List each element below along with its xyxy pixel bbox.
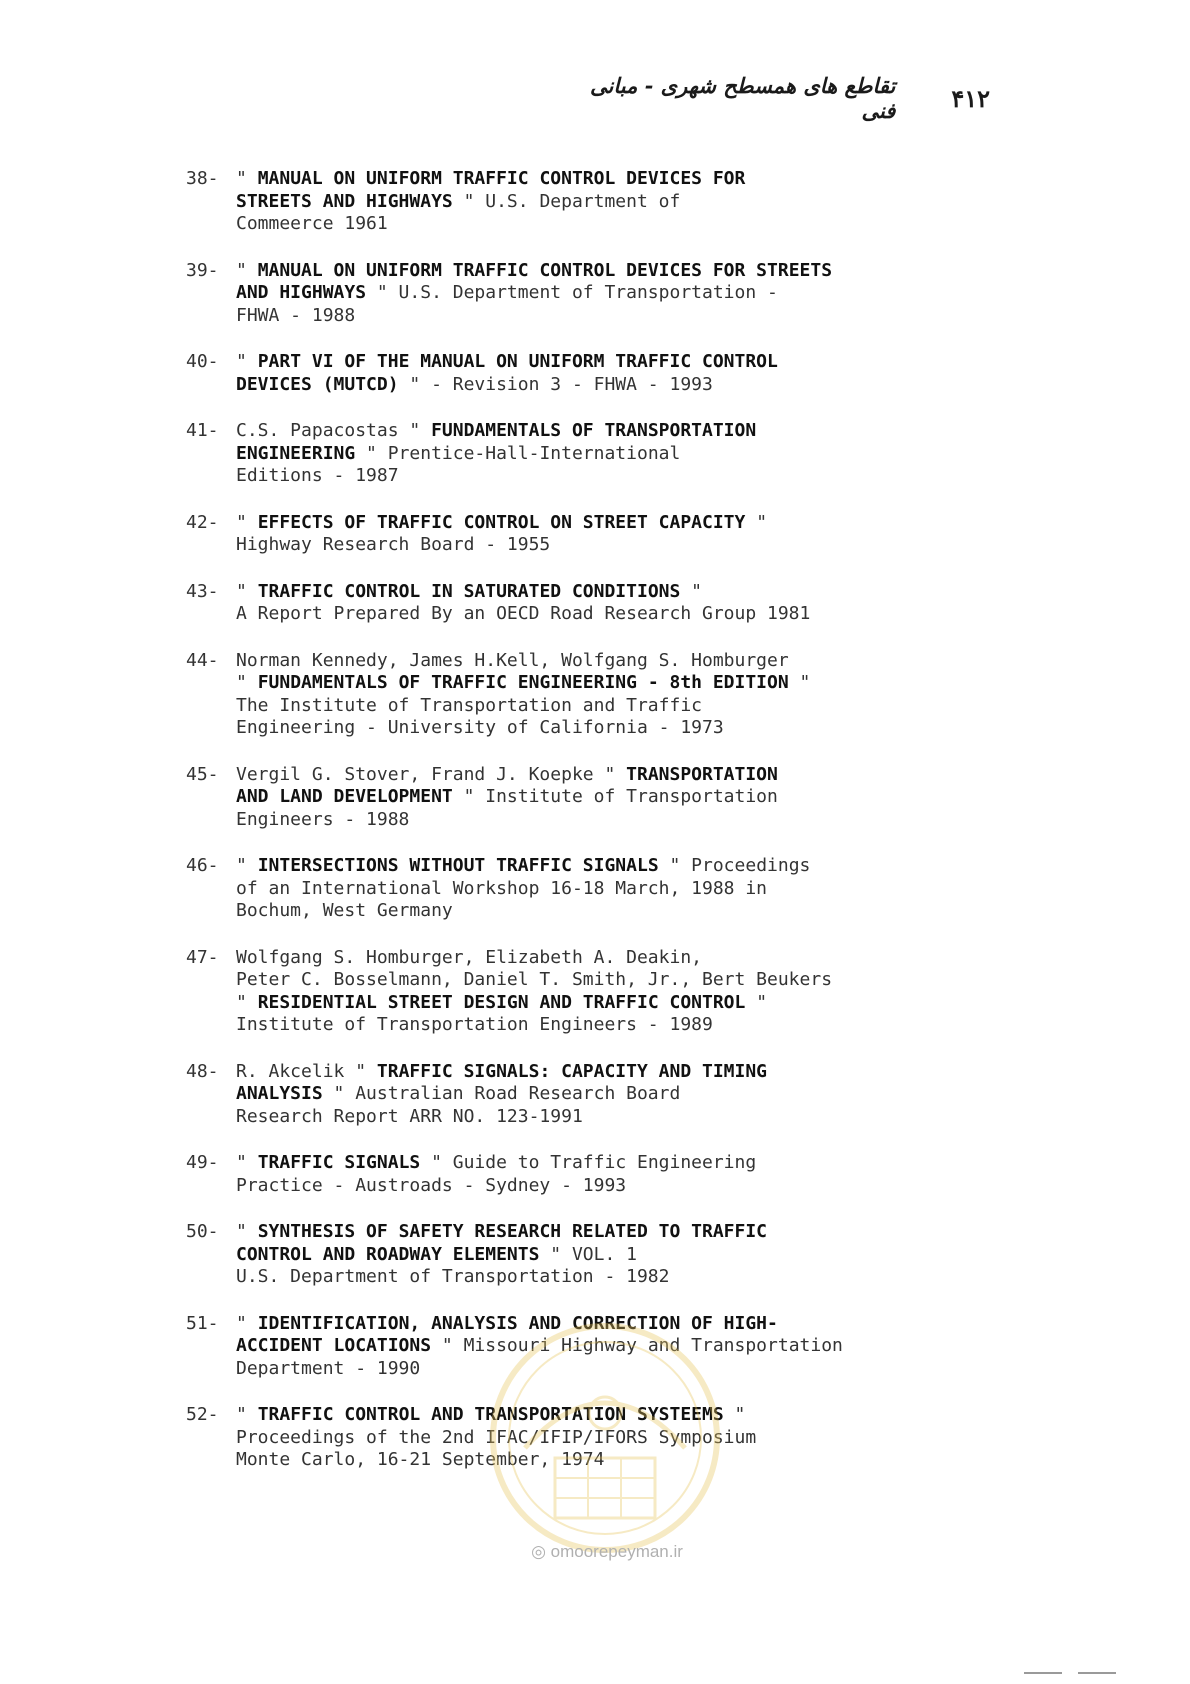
reference-line — [236, 351, 946, 374]
reference-text-segment: " — [236, 351, 258, 372]
reference-line — [236, 534, 946, 557]
reference-text-segment: " U.S. Department of Transportation - — [366, 282, 778, 303]
reference-line — [236, 947, 946, 970]
reference-text — [236, 1152, 946, 1197]
reference-line — [236, 168, 946, 191]
reference-line — [236, 1175, 946, 1198]
reference-text-segment: Highway Research Board - 1955 — [236, 534, 551, 555]
footer-rule — [1024, 1672, 1062, 1674]
reference-line — [236, 213, 946, 236]
reference-text-segment: " — [745, 991, 768, 1013]
reference-entry — [186, 351, 946, 396]
reference-line — [236, 786, 946, 809]
reference-line — [236, 855, 946, 878]
reference-line — [236, 1014, 946, 1037]
reference-text-segment: " U.S. Department of — [452, 190, 681, 212]
reference-entry — [186, 1061, 946, 1129]
reference-line — [236, 1244, 946, 1267]
reference-text-segment: " — [236, 855, 258, 876]
reference-number: 38- — [186, 168, 219, 189]
reference-line — [236, 969, 946, 992]
reference-text-segment: " — [788, 672, 811, 693]
reference-title-segment: FUNDAMENTALS OF TRAFFIC ENGINEERING - 8th EDITION — [257, 672, 789, 693]
reference-text-segment: Department - 1990 — [236, 1357, 421, 1379]
reference-line — [236, 1061, 946, 1084]
reference-text-segment: C.S. Papacostas " — [236, 420, 432, 441]
reference-number: 43- — [186, 580, 219, 602]
watermark-logo — [485, 1318, 725, 1558]
reference-entry — [186, 947, 946, 1037]
reference-text-segment: " Guide to Traffic Engineering — [420, 1152, 757, 1173]
reference-text-segment: " — [236, 991, 258, 1013]
reference-title-segment: TRAFFIC CONTROL IN SATURATED CONDITIONS — [257, 580, 681, 602]
reference-text — [236, 1221, 946, 1289]
reference-text-segment: " - Revision 3 - FHWA - 1993 — [398, 373, 713, 395]
reference-entry — [186, 168, 946, 236]
reference-text-segment: Norman Kennedy, James H.Kell, Wolfgang S. Homburger — [236, 649, 789, 671]
reference-line — [236, 695, 946, 718]
reference-text-segment: Engineering - University of California - 1973 — [236, 717, 724, 738]
reference-line — [236, 809, 946, 832]
reference-text-segment: Practice - Austroads - Sydney - 1993 — [236, 1174, 627, 1196]
reference-text-segment: Editions - 1987 — [236, 465, 399, 486]
reference-line — [236, 672, 946, 695]
reference-number: 49- — [186, 1152, 219, 1173]
reference-title-segment: CONTROL AND ROADWAY ELEMENTS — [236, 1243, 540, 1265]
reference-title-segment: TRAFFIC SIGNALS — [257, 1152, 421, 1173]
reference-text — [236, 855, 946, 923]
reference-title-segment: ANALYSIS — [236, 1083, 323, 1104]
reference-text-segment: " — [723, 1404, 746, 1425]
reference-title-segment: DEVICES (MUTCD) — [236, 373, 399, 395]
reference-line — [236, 443, 946, 466]
reference-text — [236, 947, 946, 1037]
reference-text — [236, 351, 946, 396]
reference-text — [236, 581, 946, 626]
reference-line — [236, 581, 946, 604]
reference-title-segment: AND LAND DEVELOPMENT — [236, 786, 453, 807]
reference-text — [236, 1061, 946, 1129]
globe-icon: ◎ — [531, 1542, 546, 1561]
page-number: ۴۱۲ — [951, 83, 990, 113]
reference-line — [236, 305, 946, 328]
running-title: تقاطع های همسطح شهری - مبانی فنی — [590, 73, 896, 123]
reference-text-segment: Peter C. Bosselmann, Daniel T. Smith, Jr., Bert Beukers — [236, 969, 833, 990]
reference-list — [186, 168, 946, 1496]
reference-text-segment: Institute of Transportation Engineers - 1989 — [236, 1014, 713, 1035]
reference-number: 41- — [186, 420, 219, 441]
reference-title-segment: MANUAL ON UNIFORM TRAFFIC CONTROL DEVICES FOR — [257, 168, 746, 189]
reference-entry — [186, 512, 946, 557]
reference-line — [236, 1221, 946, 1244]
reference-number: 50- — [186, 1221, 219, 1242]
reference-number: 47- — [186, 946, 219, 968]
reference-line — [236, 878, 946, 901]
reference-title-segment: ENGINEERING — [236, 442, 356, 464]
reference-title-segment: TRAFFIC CONTROL AND TRANSPORTATION SYSTEEMS — [257, 1404, 724, 1425]
reference-title-segment: FUNDAMENTALS OF TRANSPORTATION — [431, 420, 757, 441]
reference-text — [236, 650, 946, 740]
reference-entry — [186, 581, 946, 626]
reference-text-segment: " — [236, 1312, 258, 1334]
reference-text-segment: Monte Carlo, 16-21 September, 1974 — [236, 1449, 605, 1470]
reference-text-segment: " — [236, 580, 258, 602]
reference-text-segment: " — [236, 672, 258, 693]
reference-line — [236, 1106, 946, 1129]
reference-text-segment: Bochum, West Germany — [236, 900, 453, 921]
reference-title-segment: PART VI OF THE MANUAL ON UNIFORM TRAFFIC CONTROL — [257, 351, 778, 372]
reference-entry — [186, 420, 946, 488]
reference-text-segment: " — [236, 1152, 258, 1173]
reference-text-segment: Proceedings of the 2nd IFAC/IFIP/IFORS Symposium — [236, 1426, 757, 1448]
reference-title-segment: RESIDENTIAL STREET DESIGN AND TRAFFIC CONTROL — [257, 991, 746, 1013]
reference-entry — [186, 764, 946, 832]
reference-text-segment: " — [236, 1221, 258, 1242]
reference-line — [236, 374, 946, 397]
reference-text-segment: Vergil G. Stover, Frand J. Koepke " — [236, 763, 627, 785]
reference-text-segment: Research Report ARR NO. 123-1991 — [236, 1105, 583, 1127]
reference-text-segment: R. Akcelik " — [236, 1060, 377, 1082]
reference-text — [236, 260, 946, 328]
reference-text-segment: " — [236, 1404, 258, 1425]
page-header — [560, 73, 990, 123]
reference-text — [236, 512, 946, 557]
reference-number: 45- — [186, 763, 219, 785]
reference-line — [236, 650, 946, 673]
reference-entry — [186, 1221, 946, 1289]
reference-text — [236, 168, 946, 236]
reference-line — [236, 900, 946, 923]
reference-entry — [186, 1152, 946, 1197]
reference-title-segment: SYNTHESIS OF SAFETY RESEARCH RELATED TO TRAFFIC — [257, 1221, 768, 1242]
reference-line — [236, 992, 946, 1015]
reference-text-segment: " VOL. 1 — [539, 1243, 637, 1265]
reference-text-segment: " — [745, 511, 768, 533]
reference-line — [236, 1152, 946, 1175]
reference-line — [236, 603, 946, 626]
reference-text-segment: " — [680, 580, 703, 602]
reference-title-segment: MANUAL ON UNIFORM TRAFFIC CONTROL DEVICES FOR STREETS — [257, 259, 833, 281]
reference-number: 42- — [186, 511, 219, 533]
reference-text-segment: " Prentice-Hall-International — [355, 442, 681, 464]
reference-line — [236, 764, 946, 787]
reference-line — [236, 1266, 946, 1289]
reference-number: 39- — [186, 259, 219, 281]
reference-number: 44- — [186, 649, 219, 671]
reference-title-segment: AND HIGHWAYS — [236, 282, 367, 303]
reference-line — [236, 465, 946, 488]
reference-number: 40- — [186, 351, 219, 372]
reference-text — [236, 764, 946, 832]
reference-text-segment: of an International Workshop 16-18 March, 1988 in — [236, 877, 768, 899]
reference-text-segment: Engineers - 1988 — [236, 808, 410, 830]
reference-title-segment: IDENTIFICATION, ANALYSIS AND CORRECTION OF HIGH- — [257, 1312, 778, 1334]
reference-title-segment: TRANSPORTATION — [626, 763, 778, 785]
reference-line — [236, 512, 946, 535]
watermark-text — [492, 1542, 722, 1562]
reference-title-segment: EFFECTS OF TRAFFIC CONTROL ON STREET CAPACITY — [257, 511, 746, 533]
reference-text-segment: " — [236, 259, 258, 281]
reference-line — [236, 260, 946, 283]
reference-text-segment: " Proceedings — [658, 855, 811, 876]
reference-text-segment: " Missouri Highway and Transportation — [431, 1335, 843, 1356]
reference-text — [236, 420, 946, 488]
reference-text-segment: A Report Prepared By an OECD Road Research Group 1981 — [236, 603, 811, 624]
reference-title-segment: STREETS AND HIGHWAYS — [236, 190, 453, 212]
reference-entry — [186, 260, 946, 328]
reference-number: 51- — [186, 1312, 219, 1334]
reference-text-segment: " — [236, 168, 258, 189]
reference-line — [236, 282, 946, 305]
reference-text-segment: " Institute of Transportation — [452, 786, 778, 807]
reference-text-segment: FHWA - 1988 — [236, 304, 356, 326]
reference-title-segment: ACCIDENT LOCATIONS — [236, 1335, 432, 1356]
reference-text-segment: U.S. Department of Transportation - 1982 — [236, 1266, 670, 1287]
reference-text-segment: The Institute of Transportation and Traffic — [236, 694, 702, 716]
reference-line — [236, 420, 946, 443]
reference-text-segment: Commeerce 1961 — [236, 213, 388, 234]
watermark-url: omoorepeyman.ir — [550, 1542, 683, 1561]
reference-line — [236, 1083, 946, 1106]
reference-line — [236, 717, 946, 740]
reference-number: 52- — [186, 1404, 219, 1425]
reference-entry — [186, 650, 946, 740]
reference-line — [236, 191, 946, 214]
reference-text-segment: Wolfgang S. Homburger, Elizabeth A. Deakin, — [236, 946, 702, 968]
reference-number: 46- — [186, 855, 219, 876]
reference-text-segment: " Australian Road Research Board — [322, 1083, 681, 1104]
reference-entry — [186, 855, 946, 923]
footer-rule — [1078, 1672, 1116, 1674]
reference-number: 48- — [186, 1060, 219, 1082]
reference-text-segment: " — [236, 511, 258, 533]
reference-title-segment: INTERSECTIONS WITHOUT TRAFFIC SIGNALS — [257, 855, 659, 876]
reference-title-segment: TRAFFIC SIGNALS: CAPACITY AND TIMING — [376, 1060, 768, 1082]
